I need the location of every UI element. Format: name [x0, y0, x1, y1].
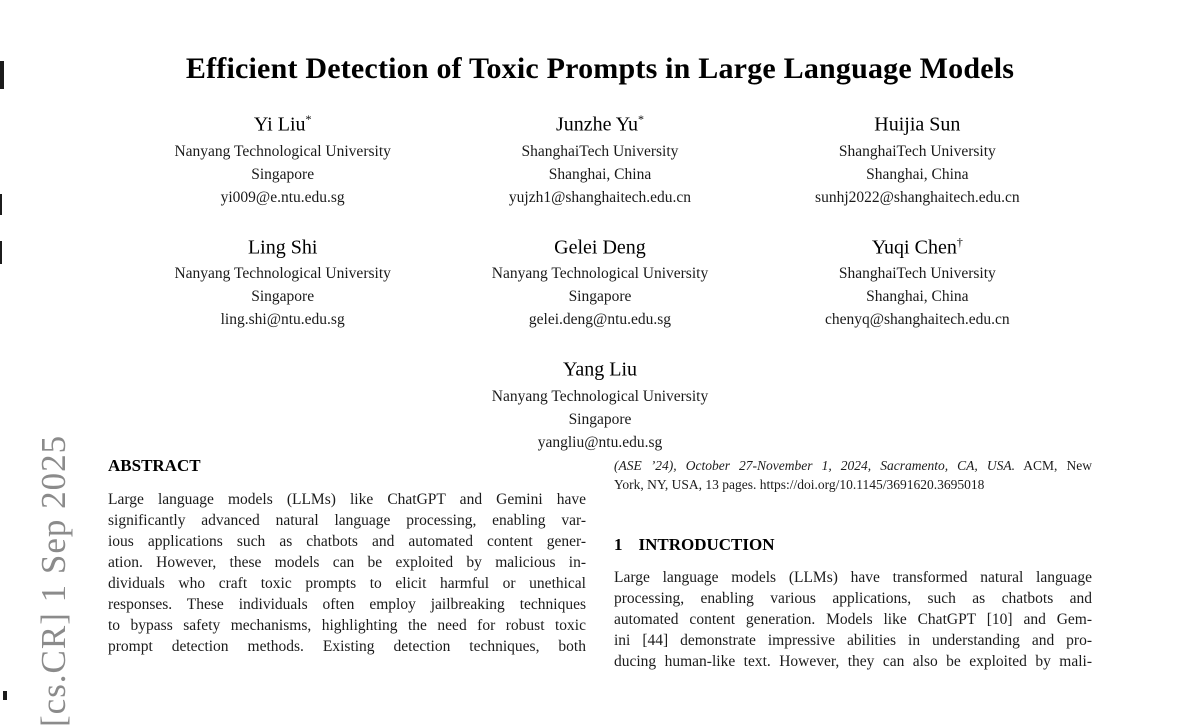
arxiv-sidebar-stamp: [cs.CR] 1 Sep 2025 — [34, 434, 73, 727]
author-card — [441, 229, 758, 332]
author-affiliation: Nanyang Technological University — [174, 265, 391, 283]
abstract-heading: ABSTRACT — [108, 455, 201, 475]
citation-publisher: ACM, New — [1023, 457, 1092, 473]
citation-line — [614, 475, 1092, 494]
left-edge-mark — [3, 691, 7, 700]
author-email: yangliu@ntu.edu.sg — [537, 433, 663, 451]
left-edge-mark — [0, 241, 2, 264]
doi-link[interactable]: https://doi.org/10.1145/3691620.3695018 — [759, 476, 985, 492]
author-affiliation: ShanghaiTech University — [521, 142, 679, 160]
left-edge-mark — [0, 194, 2, 215]
author-location: Shanghai, China — [548, 165, 652, 183]
author-card — [124, 106, 441, 209]
abstract-line: ious applications such as chatbots and automated content gener- — [108, 532, 586, 550]
author-name — [124, 229, 441, 261]
abstract-line: dividuals who craft toxic prompts to elicit harmful or unethical — [108, 574, 586, 592]
abstract-column — [108, 456, 586, 672]
author-email: ling.shi@ntu.edu.sg — [220, 311, 345, 329]
author-location: Shanghai, China — [866, 165, 969, 183]
introduction-line: ducing human-like text. However, they can also be exploited by mali- — [614, 652, 1092, 670]
author-location: Singapore — [251, 288, 315, 306]
left-edge-mark — [0, 61, 4, 89]
authors-block — [124, 106, 1076, 454]
abstract-line: ation. However, these models can be exploited by malicious in- — [108, 553, 586, 571]
author-marker: * — [305, 112, 312, 126]
author-name-text: Yang Liu — [562, 358, 638, 381]
introduction-heading — [614, 535, 1092, 555]
author-name — [759, 106, 1076, 138]
author-location: Shanghai, China — [866, 288, 969, 306]
author-affiliation: ShanghaiTech University — [838, 265, 996, 283]
author-affiliation: Nanyang Technological University — [491, 265, 709, 283]
author-card — [759, 229, 1076, 332]
author-location: Singapore — [568, 288, 632, 306]
author-location: Singapore — [568, 410, 632, 428]
author-email: chenyq@shanghaitech.edu.cn — [824, 311, 1010, 329]
citation-pages: York, NY, USA, 13 pages. — [614, 476, 757, 492]
author-email: sunhj2022@shanghaitech.edu.cn — [815, 188, 1020, 206]
section-title: INTRODUCTION — [638, 534, 775, 554]
introduction-line: automated content generation. Models like ChatGPT [10] and Gem- — [614, 610, 1092, 628]
abstract-line: to bypass safety mechanisms, highlighting the need for robust toxic — [108, 616, 586, 634]
author-affiliation: Nanyang Technological University — [174, 142, 391, 160]
author-marker: † — [956, 234, 963, 249]
author-name — [441, 106, 758, 138]
abstract-line: responses. These individuals often employ jailbreaking techniques — [108, 595, 586, 613]
author-marker: * — [638, 112, 644, 126]
author-affiliation: Nanyang Technological University — [491, 387, 709, 405]
introduction-column — [614, 456, 1092, 672]
author-email: yujzh1@shanghaitech.edu.cn — [508, 188, 692, 206]
introduction-line: processing, enabling various applications, such as chatbots and — [614, 589, 1092, 607]
author-email: gelei.deng@ntu.edu.sg — [528, 311, 672, 329]
abstract-line: prompt detection methods. Existing detection techniques, both — [108, 637, 586, 655]
citation-venue: (ASE ’24), October 27-November 1, 2024, Sacramento, CA, USA. — [614, 457, 1015, 473]
author-name — [441, 229, 758, 261]
paper-content — [0, 52, 1200, 672]
citation-line — [614, 456, 1092, 475]
author-card — [441, 351, 758, 454]
acm-citation-note — [614, 456, 1092, 494]
introduction-line: ini [44] demonstrate impressive abilities in understanding and pro- — [614, 631, 1092, 649]
paper-page — [0, 52, 1200, 727]
introduction-section — [614, 535, 1092, 672]
author-name-text: Ling Shi — [247, 236, 318, 259]
abstract-line: Large language models (LLMs) like ChatGPT and Gemini have — [108, 490, 586, 508]
author-name — [759, 229, 1076, 261]
introduction-line: Large language models (LLMs) have transformed natural language — [614, 568, 1092, 586]
author-card — [441, 106, 758, 209]
author-name-text: Yi Liu — [253, 113, 306, 136]
author-card — [124, 229, 441, 332]
author-email: yi009@e.ntu.edu.sg — [220, 188, 345, 206]
author-name — [124, 106, 441, 138]
section-number: 1 — [614, 534, 623, 554]
author-affiliation: ShanghaiTech University — [838, 142, 996, 160]
author-name-text: Junzhe Yu — [555, 113, 638, 136]
author-location: Singapore — [251, 165, 315, 183]
paper-title: Efficient Detection of Toxic Prompts in Large Language Models — [185, 52, 1015, 85]
author-card — [759, 106, 1076, 209]
author-name-text: Yuqi Chen — [871, 236, 957, 259]
author-name — [441, 351, 758, 383]
author-name-text: Gelei Deng — [554, 236, 646, 259]
abstract-line: significantly advanced natural language processing, enabling var- — [108, 511, 586, 529]
two-column-body — [108, 456, 1092, 672]
author-name-text: Huijia Sun — [874, 113, 961, 136]
